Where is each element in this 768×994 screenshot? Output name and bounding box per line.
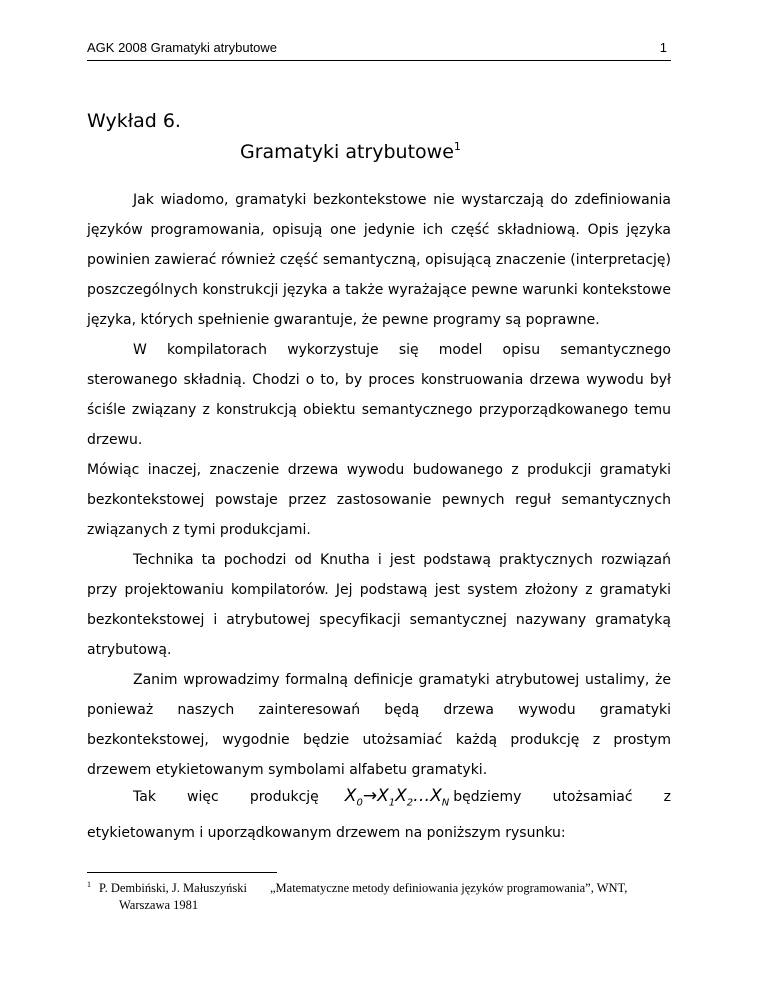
paragraph-production	[87, 781, 671, 848]
title-footnote-mark: 1	[453, 140, 461, 153]
footnote-number: 1	[87, 880, 91, 889]
paragraph: Mówiąc inaczej, znaczenie drzewa wywodu budowanego z produkcji gramatyki bezkontekstowej powstaje przez zastosowanie pewnych reguł semantycznych związanych z tymi produkcjami.	[87, 462, 671, 538]
page-number: 1	[659, 40, 667, 55]
symbol-x1-index: 1	[388, 797, 396, 809]
symbol-xn-index: N	[441, 797, 450, 809]
production-formula	[344, 786, 450, 809]
body-text	[87, 185, 671, 848]
production-intro: Tak więc produkcję	[133, 789, 319, 805]
document-title	[240, 140, 461, 163]
footnote-place: Warszawa 1981	[119, 898, 199, 912]
symbol-x1: X	[377, 786, 389, 806]
ellipsis: …	[413, 786, 431, 806]
footnote-book-title: „Matematyczne metody definiowania języków programowania”, WNT,	[270, 881, 628, 895]
page-header	[87, 38, 671, 61]
symbol-x0-index: 0	[356, 797, 363, 809]
paragraph: Technika ta pochodzi od Knutha i jest podstawą praktycznych rozwiązań przy projektowaniu kompilatorów. Jej podstawą jest system złożony z gramatyki bezkontekstowej i atrybutowej specyfikacji semantycznej nazywany gramatyką atrybutową.	[87, 552, 671, 658]
symbol-xn: X	[430, 786, 442, 806]
arrow-icon: →	[362, 786, 378, 806]
lecture-heading: Wykład 6.	[87, 110, 181, 132]
header-title: AGK 2008 Gramatyki atrybutowe	[87, 40, 278, 55]
paragraph: Jak wiadomo, gramatyki bezkontekstowe nie wystarczają do zdefiniowania języków programowania, opisują one jedynie ich część składniową. Opis języka powinien zawierać również część semantyczną, opisującą znaczenie (interpretację) poszczególnych konstrukcji języka a także wyrażające pewne warunki kontekstowe języka, których spełnienie gwarantuje, że pewne programy są poprawne.	[87, 192, 671, 328]
symbol-x2-index: 2	[406, 797, 414, 809]
footnote-divider	[87, 872, 277, 873]
paragraph: W kompilatorach wykorzystuje się model opisu semantycznego sterowanego składnią. Chodzi o to, by proces konstruowania drzewa wywodu był ściśle związany z konstrukcją obiektu semantycznego przyporządkowanego temu drzewu.	[87, 342, 671, 448]
production-outro: będziemy utożsamiać z etykietowanym i uporządkowanym drzewem na poniższym rysunku:	[87, 789, 671, 842]
footnote-authors: P. Dembiński, J. Małuszyński	[99, 881, 247, 895]
symbol-x0: X	[344, 786, 357, 806]
title-text: Gramatyki atrybutowe	[240, 141, 454, 163]
symbol-x2: X	[395, 786, 407, 806]
paragraph: Zanim wprowadzimy formalną definicje gramatyki atrybutowej ustalimy, że ponieważ naszych zainteresowań będą drzewa wywodu gramatyki bezkontekstowej, wygodnie będzie utożsamiać każdą produkcję z prostym drzewem etykietowanym symbolami alfabetu gramatyki.	[87, 672, 671, 778]
